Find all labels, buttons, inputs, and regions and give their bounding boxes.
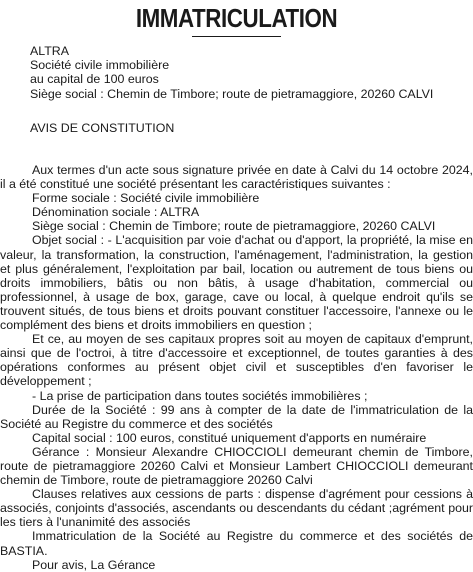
body-paragraph: Pour avis, La Gérance: [32, 557, 156, 572]
company-name: ALTRA: [30, 44, 70, 58]
notice-subtitle: AVIS DE CONSTITUTION: [30, 121, 175, 135]
body-paragraph: Capital social : 100 euros, constitué uniquement d'apports en numéraire: [32, 430, 427, 445]
company-address: Siège social : Chemin de Timbore; route de pietramaggiore, 20260 CALVI: [30, 86, 434, 101]
company-type: Société civile immobilière: [30, 58, 170, 73]
body-paragraph: Immatriculation de la Société au Registre du commerce et des sociétés de BASTIA.: [0, 529, 473, 558]
body-paragraph: Clauses relatives aux cessions de parts : dispense d'agrément pour cessions à associés, conjoints d'associés, ascendants ou descendants du cédant ;agrément pour les tiers à l'unanimité des associés: [0, 487, 473, 530]
body-paragraph: - La prise de participation dans toutes sociétés immobilières ;: [32, 388, 368, 403]
company-header: [30, 44, 433, 101]
body-paragraph: Durée de la Société : 99 ans à compter de la date de l'immatriculation de la Société au Registre du commerce et des sociétés: [0, 402, 473, 431]
body-paragraph: Forme sociale : Société civile immobilière: [32, 191, 260, 206]
body-paragraph: Dénomination sociale : ALTRA: [32, 205, 200, 220]
company-capital: au capital de 100 euros: [30, 72, 159, 87]
title-underline: [192, 36, 281, 37]
body-paragraph: Et ce, au moyen de ses capitaux propres soit au moyen de capitaux d'emprunt, ainsi que de l'octroi, à titre d'accessoire et exceptionnel, de toutes garanties à des opérations conformes au présent objet civil et susceptibles d'en favoriser le développement ;: [0, 332, 473, 389]
body-paragraph: Objet social : - L'acquisition par voie d'achat ou d'apport, la propriété, la mise en valeur, la transformation, la construction, l'aménagement, l'administration, la gestion et plus généralement, l'exploitation par bail, location ou autrement de tous biens ou droits immobiliers, bâtis ou non bâtis, à usage d'habitation, commercial ou professionnel, à usage de box, garage, cave ou local, à quelque endroit qu'ils se trouvent situés, de tous biens et droits pouvant constituer l'accessoire, l'annexe ou le complément des biens et droits immobiliers en question ;: [0, 233, 473, 333]
body-paragraph: Siège social : Chemin de Timbore; route de pietramaggiore, 20260 CALVI: [32, 219, 436, 234]
body-paragraph: Aux termes d'un acte sous signature privée en date à Calvi du 14 octobre 2024, il a été constitué une société présentant les caractéristiques suivantes :: [0, 163, 473, 192]
notice-body: [0, 163, 473, 572]
body-paragraph: Gérance : Monsieur Alexandre CHIOCCIOLI demeurant chemin de Timbore, route de pietramaggiore 20260 Calvi et Monsieur Lambert CHIOCCIOLI demeurant chemin de Timbore, route de pietramaggiore 20260 Calvi: [0, 444, 473, 488]
notice-title: IMMATRICULATION: [135, 3, 338, 33]
